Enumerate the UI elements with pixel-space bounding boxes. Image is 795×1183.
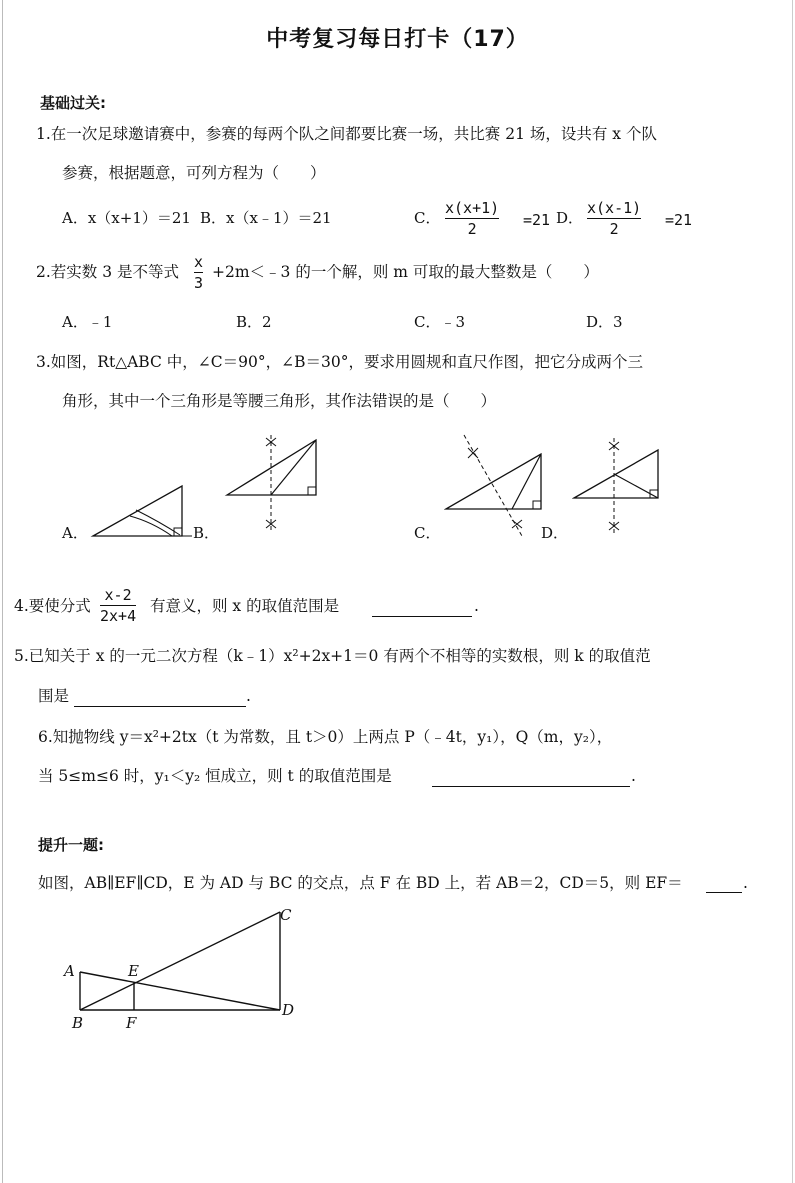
- point-a-label: A: [64, 962, 75, 980]
- q2-stem-prefix: 2.若实数 3 是不等式: [36, 263, 180, 281]
- q4-stem-prefix: 4.要使分式: [14, 597, 91, 615]
- fraction-bar: [100, 605, 136, 606]
- section-improve-heading: 提升一题:: [38, 836, 104, 854]
- q1-option-c-numerator: x(x+1): [445, 199, 500, 217]
- q1-option-d-denominator: 2: [609, 220, 619, 238]
- fraction-bar: [445, 218, 499, 219]
- q1-option-c-label: C．: [414, 209, 441, 227]
- q3-stem-line2: 角形，其中一个三角形是等腰三角形，其作法错误的是（ ）: [62, 392, 497, 410]
- q7-period: .: [743, 874, 748, 892]
- fraction-bar: [194, 272, 203, 273]
- q3-figure-b: [224, 432, 320, 532]
- page-left-edge: [2, 0, 3, 1183]
- q3-figure-c: [444, 432, 544, 538]
- q1-option-c-fraction: [445, 199, 499, 238]
- q5-answer-blank[interactable]: [74, 688, 246, 707]
- q4-denominator: 2x+4: [100, 607, 137, 625]
- q4-numerator: x-2: [104, 586, 132, 604]
- point-d-label: D: [282, 1001, 295, 1019]
- fraction-bar: [587, 218, 641, 219]
- q7-stem: 如图，AB∥EF∥CD，E 为 AD 与 BC 的交点，点 F 在 BD 上，若 AB＝2，CD＝5，则 EF＝: [38, 874, 683, 892]
- point-e-label: E: [128, 962, 139, 980]
- q2-denominator: 3: [194, 274, 204, 292]
- q4-period: .: [474, 597, 479, 615]
- page-title: 中考复习每日打卡（17）: [266, 27, 529, 52]
- q6-stem-line1: 6.知抛物线 y＝x²+2tx（t 为常数，且 t＞0）上两点 P（﹣4t，y₁），Q（m，y₂），: [38, 728, 613, 746]
- q1-option-d-equals: =21: [665, 211, 693, 229]
- q1-option-a: A．x（x+1）＝21: [62, 209, 191, 227]
- q4-fraction: [100, 586, 136, 625]
- q1-option-b: B．x（x﹣1）＝21: [200, 209, 332, 227]
- q1-option-c-equals: =21: [523, 211, 551, 229]
- q4-stem-suffix: 有意义，则 x 的取值范围是: [150, 597, 340, 615]
- q3-figure-a: [90, 482, 196, 540]
- q3-label-d: D．: [541, 524, 569, 542]
- q1-stem-line1: 1.在一次足球邀请赛中，参赛的每两个队之间都要比赛一场，共比赛 21 场，设共有 x 个队: [36, 125, 657, 143]
- q2-stem-suffix: +2m＜﹣3 的一个解，则 m 可取的最大整数是（ ）: [212, 263, 599, 281]
- q4-answer-blank[interactable]: [372, 598, 472, 617]
- point-f-label: F: [126, 1014, 137, 1032]
- q2-option-b: B．2: [236, 313, 272, 331]
- page-right-edge: [792, 0, 793, 1183]
- q1-stem-line2: 参赛，根据题意，可列方程为（ ）: [62, 164, 326, 182]
- q2-fraction: [194, 253, 203, 292]
- q6-stem-line2: 当 5≤m≤6 时，y₁＜y₂ 恒成立，则 t 的取值范围是: [38, 767, 392, 785]
- section-basic-heading: 基础过关:: [40, 94, 106, 112]
- q5-stem-line2: 围是: [38, 687, 70, 705]
- q3-label-b: B．: [193, 524, 220, 542]
- q7-answer-blank[interactable]: [706, 874, 742, 893]
- q5-stem-line1: 5.已知关于 x 的一元二次方程（k﹣1）x²+2x+1＝0 有两个不相等的实数根，则 k 的取值范: [14, 647, 651, 665]
- q6-period: .: [631, 767, 636, 785]
- q3-label-c: C．: [414, 524, 441, 542]
- q7-figure: [60, 900, 310, 1036]
- q3-stem-line1: 3.如图，Rt△ABC 中，∠C＝90°，∠B＝30°，要求用圆规和直尺作图，把它分成两个三: [36, 353, 643, 371]
- q2-option-c: C．﹣3: [414, 313, 466, 331]
- point-b-label: B: [72, 1014, 84, 1032]
- q2-option-a: A．﹣1: [62, 313, 113, 331]
- q2-numerator: x: [194, 253, 204, 271]
- point-c-label: C: [280, 906, 292, 924]
- q1-option-d-fraction: [587, 199, 641, 238]
- q3-figure-d: [572, 436, 662, 536]
- q3-label-a: A．: [62, 524, 88, 542]
- q2-option-d: D．3: [586, 313, 623, 331]
- q5-period: .: [246, 687, 251, 705]
- q1-option-d-numerator: x(x-1): [587, 199, 642, 217]
- q1-option-d-label: D．: [556, 209, 584, 227]
- q6-answer-blank[interactable]: [432, 768, 630, 787]
- q1-option-c-denominator: 2: [467, 220, 477, 238]
